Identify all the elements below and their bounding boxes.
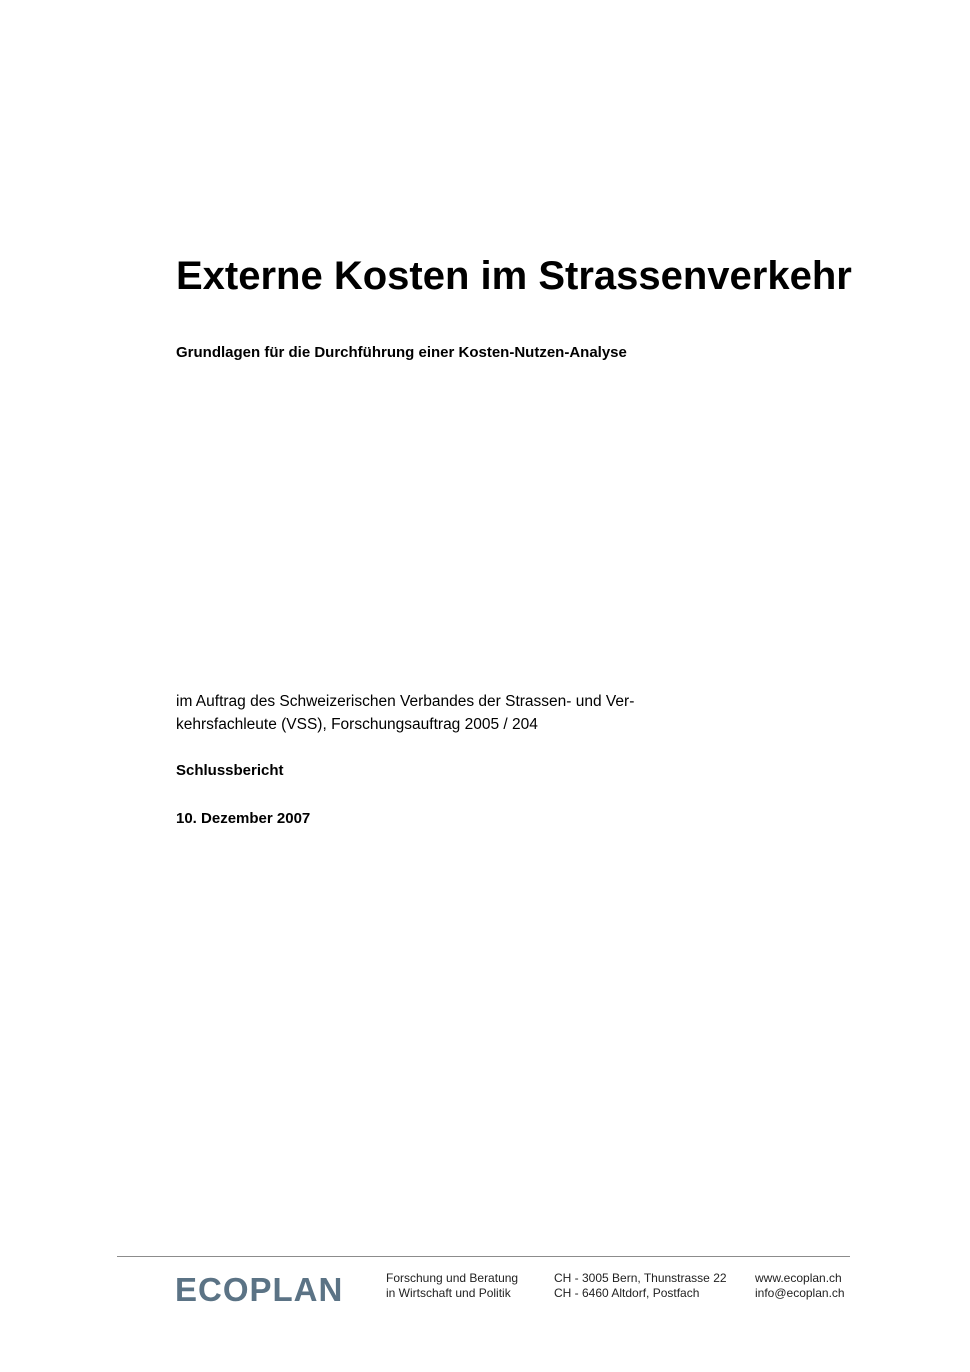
footer-tagline-line: in Wirtschaft und Politik: [386, 1286, 511, 1300]
document-subtitle: Grundlagen für die Durchführung einer Kosten-Nutzen-Analyse: [176, 344, 627, 361]
commission-line: kehrsfachleute (VSS), Forschungsauftrag 2005 / 204: [176, 716, 538, 733]
report-date: 10. Dezember 2007: [176, 810, 311, 827]
commission-statement: [176, 690, 716, 736]
footer-divider: [117, 1256, 850, 1257]
footer-address-line: CH - 3005 Bern, Thunstrasse 22: [554, 1271, 727, 1285]
footer-addresses: [554, 1271, 727, 1301]
report-type: Schlussbericht: [176, 762, 284, 779]
commission-line: im Auftrag des Schweizerischen Verbandes der Strassen- und Ver-: [176, 693, 635, 710]
ecoplan-logo: ECOPLAN: [175, 1271, 344, 1308]
footer-contact: [755, 1271, 845, 1301]
footer-address-line: CH - 6460 Altdorf, Postfach: [554, 1286, 700, 1300]
footer-email: info@ecoplan.ch: [755, 1286, 845, 1300]
footer-tagline-line: Forschung und Beratung: [386, 1271, 519, 1285]
footer-website: www.ecoplan.ch: [755, 1271, 842, 1285]
document-title: Externe Kosten im Strassenverkehr: [176, 254, 852, 298]
footer-tagline: [386, 1271, 518, 1301]
